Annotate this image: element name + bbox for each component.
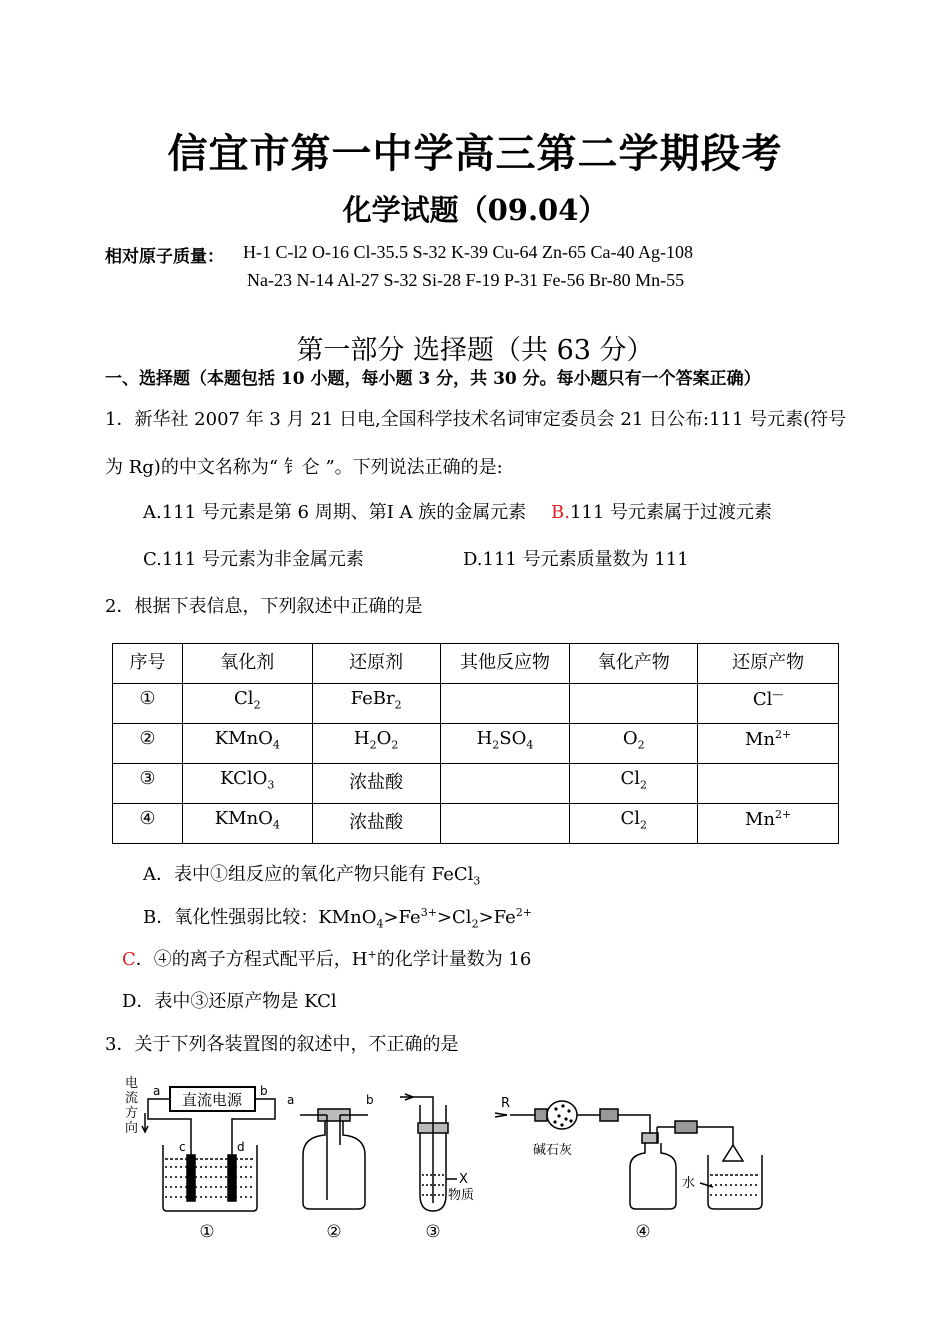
bottle-port-a: a — [287, 1093, 295, 1107]
table-cell-oxidant: KMnO$_4$ — [182, 724, 312, 764]
q3-stem: 3．关于下列各装置图的叙述中，不正确的是 — [105, 1034, 459, 1055]
table-cell-red-product: $Mn^{2+}$ — [698, 804, 839, 844]
q2-stem: 2．根据下表信息，下列叙述中正确的是 — [105, 596, 423, 617]
exam-title: 信宜市第一中学高三第二学期段考 — [167, 130, 783, 177]
table-row — [113, 804, 839, 844]
figure-label-4: ④ — [635, 1222, 651, 1242]
table-header-cell: 氧化剂 — [182, 644, 312, 684]
atomic-mass-line-2: Na-23 N-14 Al-27 S-32 Si-28 F-19 P-31 Fe-56 Br-80 Mn-55 — [247, 270, 685, 290]
q2-option-c: C．④的离子方程式配平后，H+的化学计量数为 16 — [122, 948, 532, 970]
q1-option-b-text: 111 号元素属于过渡元素 — [569, 502, 773, 523]
apparatus-figure — [115, 1075, 795, 1245]
table-cell-reductant: $H_2O_2$ — [312, 724, 440, 764]
table-cell-ox-product: $Cl_2$ — [570, 764, 698, 804]
table-cell-ox-product — [570, 684, 698, 724]
electrode-label-b: b — [260, 1084, 268, 1098]
table-cell-no: ④ — [113, 804, 183, 844]
electrode-label-a: a — [153, 1084, 161, 1098]
figure-label-1: ① — [199, 1222, 215, 1242]
table-row — [113, 684, 839, 724]
table-row — [113, 764, 839, 804]
table-cell-ox-product: $O_2$ — [570, 724, 698, 764]
exam-subtitle: 化学试题（09.04） — [342, 193, 608, 227]
bottle-port-b: b — [366, 1093, 374, 1107]
table-cell-no: ① — [113, 684, 183, 724]
q1-stem-line-2: 为 Rg)的中文名称为“ 钅仑 ”。下列说法正确的是: — [105, 457, 503, 478]
table-cell-other — [440, 684, 570, 724]
q1-option-d: D.111 号元素质量数为 111 — [463, 549, 689, 570]
table-cell-red-product: Cl— — [698, 684, 839, 724]
atomic-mass-label: 相对原子质量： — [105, 247, 224, 267]
current-direction-label: 流 — [125, 1091, 139, 1106]
q2-option-a: A．表中①组反应的氧化产物只能有 FeCl$_3$ — [143, 864, 481, 888]
q2-option-b: B．氧化性强弱比较：$KMnO_4>Fe^{3+}>Cl_2>Fe^{2+}$ — [143, 906, 533, 931]
table-header-cell: 序号 — [113, 644, 183, 684]
reaction-info-table — [112, 643, 839, 844]
electrode-label-d: d — [237, 1140, 245, 1154]
table-header-cell: 氧化产物 — [570, 644, 698, 684]
figure-label-3: ③ — [425, 1222, 441, 1242]
table-header-cell: 其他反应物 — [440, 644, 570, 684]
q2-option-d: D．表中③还原产物是 KCl — [122, 991, 337, 1012]
table-cell-reductant: 浓盐酸 — [312, 804, 440, 844]
part-one-title: 第一部分 选择题（共 63 分） — [296, 335, 654, 366]
table-cell-reductant: FeBr$_2$ — [312, 684, 440, 724]
gas-bottle-apparatus — [300, 1109, 368, 1209]
table-cell-other — [440, 804, 570, 844]
figure-label-2: ② — [326, 1222, 342, 1242]
table-cell-no: ② — [113, 724, 183, 764]
q1-option-b-letter: B. — [551, 502, 570, 523]
r-label: R — [501, 1096, 511, 1111]
table-cell-red-product: $Mn^{2+}$ — [698, 724, 839, 764]
q1-option-a: A.111 号元素是第 6 周期、第Ⅰ A 族的金属元素 — [143, 502, 527, 523]
current-direction-label: 向 — [125, 1121, 139, 1136]
current-direction-label: 方 — [125, 1106, 139, 1121]
q1-stem-line-1: 1．新华社 2007 年 3 月 21 日电,全国科学技术名词审定委员会 21 日公布:111 号元素(符号 — [105, 409, 847, 430]
x-label: X — [459, 1172, 468, 1187]
table-cell-no: ③ — [113, 764, 183, 804]
substance-label: 物质 — [448, 1188, 475, 1203]
table-cell-red-product — [698, 764, 839, 804]
table-cell-oxidant: KClO$_3$ — [182, 764, 312, 804]
q1-option-c: C.111 号元素为非金属元素 — [143, 549, 364, 570]
table-header-cell: 还原剂 — [312, 644, 440, 684]
soda-lime-granules — [553, 1104, 572, 1126]
table-cell-ox-product: $Cl_2$ — [570, 804, 698, 844]
water-label: 水 — [682, 1176, 696, 1191]
table-cell-other — [440, 764, 570, 804]
table-cell-oxidant: $Cl_2$ — [182, 684, 312, 724]
table-header-row — [113, 644, 839, 684]
soda-lime-label: 碱石灰 — [533, 1143, 573, 1158]
q1-option-b — [551, 498, 772, 524]
current-direction-label: 电 — [125, 1076, 139, 1091]
table-row — [113, 724, 839, 764]
table-cell-reductant: 浓盐酸 — [312, 764, 440, 804]
electrode-label-c: c — [179, 1140, 186, 1154]
table-cell-oxidant: KMnO$_4$ — [182, 804, 312, 844]
section-one-heading: 一、选择题（本题包括 10 小题，每小题 3 分，共 30 分。每小题只有一个答案正确） — [105, 369, 761, 389]
table-cell-other: $H_2SO_4$ — [440, 724, 570, 764]
atomic-mass-line-1: H-1 C-l2 O-16 Cl-35.5 S-32 K-39 Cu-64 Zn-65 Ca-40 Ag-108 — [243, 242, 693, 262]
table-header-cell: 还原产物 — [698, 644, 839, 684]
power-supply-label: 直流电源 — [181, 1091, 243, 1109]
